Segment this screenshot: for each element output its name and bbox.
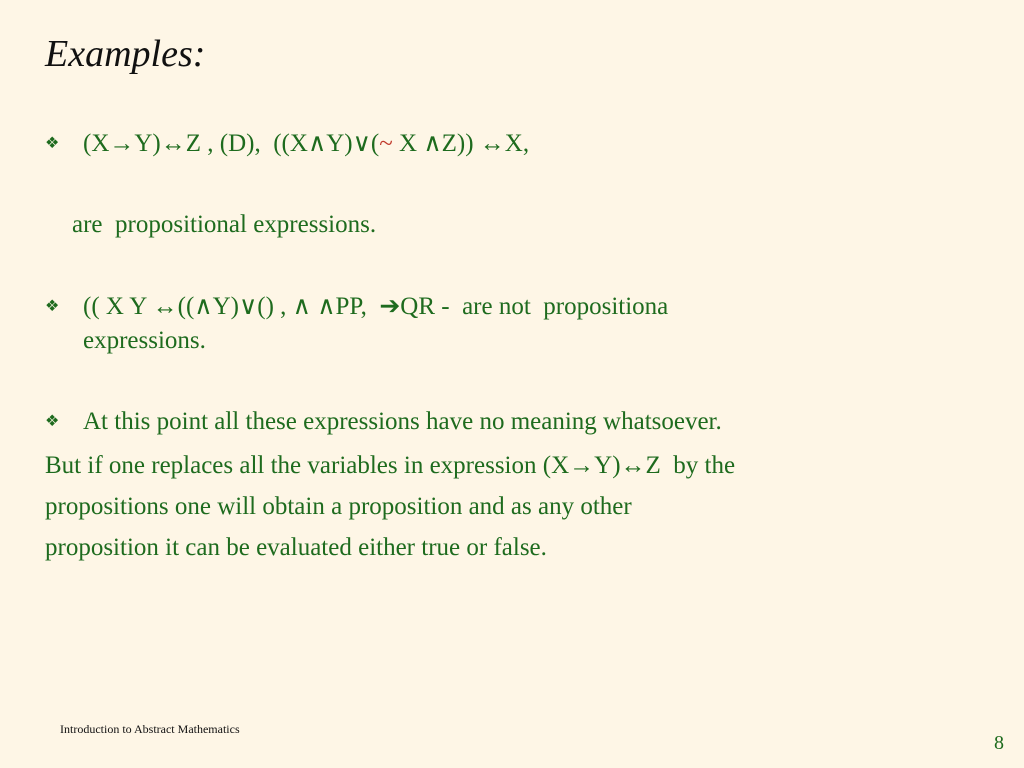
diamond-bullet-icon: ❖ xyxy=(45,135,60,152)
diamond-bullet-icon: ❖ xyxy=(45,413,60,430)
bullet-item-3 xyxy=(45,405,722,439)
bullet-item-2 xyxy=(45,290,668,358)
page-number: 8 xyxy=(994,732,1004,754)
bullet-2-line-1: (( X Y ↔((∧Y)∨() , ∧ ∧PP, ➔QR - are not propositiona xyxy=(83,293,669,320)
bullet-1-text xyxy=(83,127,529,161)
footer-course-title: Introduction to Abstract Mathematics xyxy=(60,722,240,736)
bullet-1-part-b: X ∧Z)) ↔X, xyxy=(392,130,530,157)
paragraph-line: proposition it can be evaluated either true or false. xyxy=(45,534,547,561)
paragraph-line: But if one replaces all the variables in expression (X→Y)↔Z by the xyxy=(45,452,736,479)
explanation-paragraph xyxy=(45,445,735,568)
paragraph-line: propositions one will obtain a proposition and as any other xyxy=(45,493,632,520)
diamond-bullet-icon: ❖ xyxy=(45,298,60,315)
bullet-1-part-a: (X→Y)↔Z , (D), ((X∧Y)∨( xyxy=(83,130,380,157)
tilde-symbol: ~ xyxy=(379,130,393,157)
bullet-2-line-2: expressions. xyxy=(83,327,206,354)
bullet-item-1 xyxy=(45,127,529,161)
bullet-2-text xyxy=(83,290,668,358)
bullet-3-text: At this point all these expressions have no meaning whatsoever. xyxy=(83,408,722,435)
expressions-note: are propositional expressions. xyxy=(72,211,377,238)
slide-title: Examples: xyxy=(45,33,206,75)
